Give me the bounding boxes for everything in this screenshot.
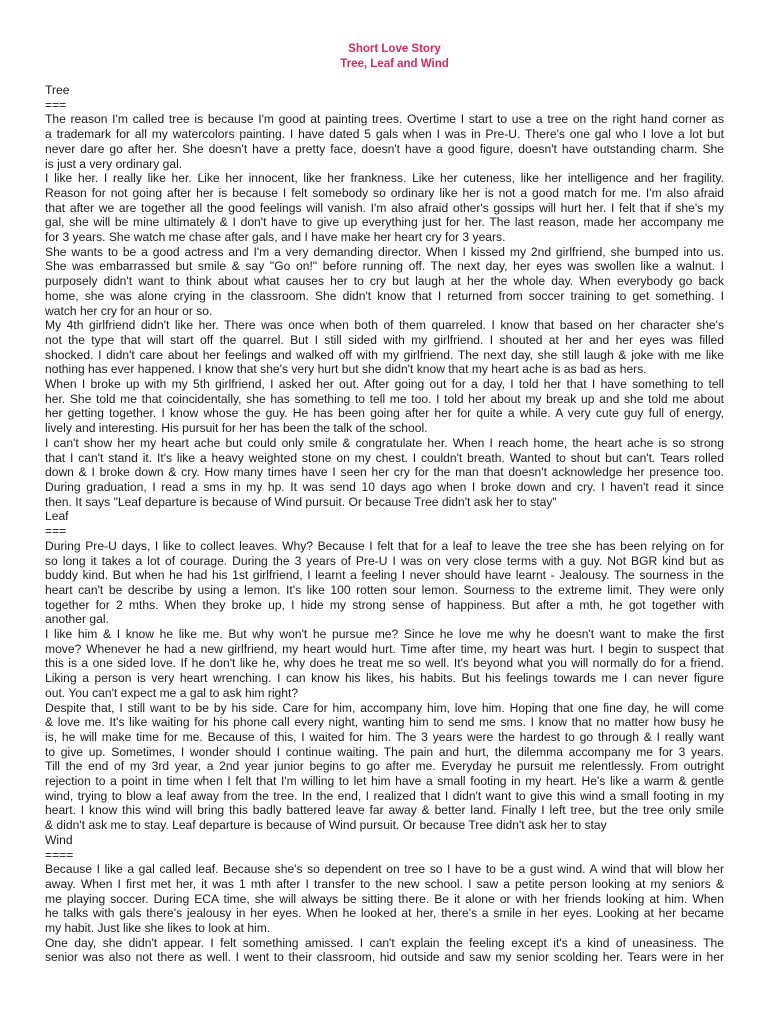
text-line: together for 2 mths. When they broke up, I hide my strong sense of happiness. But after a mth, he got together with	[45, 597, 724, 612]
text-line: then. It says "Leaf departure is because of Wind pursuit. Or because Tree didn't ask her to stay"	[45, 494, 557, 509]
text-line: buddy kind. But when he had his 1st girlfriend, I learnt a feeling I never should have learnt - Jealousy. The sourness in the	[45, 568, 724, 583]
text-line: heart. I know this wind will bring this badly battered leave far away & better land. Finally I left tree, but the tree only smile	[45, 803, 724, 818]
text-line: never dare go after her. She doesn't have a pretty face, doesn't have a good figure, doesn't have outstanding charm. She	[45, 141, 724, 156]
document-title: Short Love Story	[348, 43, 441, 55]
text-line: rejection to a point in time when I felt that I'm willing to let him have a small footing in my heart. He's like a warm & gentle	[45, 774, 724, 789]
text-line: lively and interesting. His pursuit for her has been the talk of the school.	[45, 421, 428, 436]
text-line: Leaf	[45, 509, 69, 524]
text-line: purposely didn't want to think about what causes her to cry but laugh at her the whole day. When everybody go back	[45, 274, 724, 289]
text-line: During Pre-U days, I like to collect leaves. Why? Because I felt that for a leaf to leave the tree she has been relying on for	[45, 538, 724, 553]
text-line: her getting together. I know whose the guy. He has been going after her for quite a while. A very cute guy full of energy,	[45, 406, 724, 421]
text-line: another gal.	[45, 612, 109, 627]
text-line: my habit. Just like she likes to look at him.	[45, 921, 271, 936]
text-line: that after we are together all the good feelings will vanish. I'm also afraid other's gossips will hurt her. I felt that if she's my	[45, 200, 724, 215]
text-line: ===	[45, 524, 67, 539]
text-line: & love me. It's like waiting for his phone call every night, wanting him to send me sms. I know that no matter how busy he	[45, 715, 724, 730]
text-line: is, he will make time for me. Because of this, I waited for him. The 3 years were the hardest to go through & I really want	[45, 729, 724, 744]
text-line: I can't show her my heart ache but could only smile & congratulate her. When I reach home, the heart ache is so strong	[45, 435, 724, 450]
text-line: not the type that will start off the quarrel. But I still sided with my girlfriend. I shouted at her and her eyes was filled	[45, 332, 724, 347]
text-line: is just a very ordinary gal.	[45, 156, 183, 171]
text-line: I like him & I know he like me. But why won't he pursue me? Since he love me why he doesn't want to make the first	[45, 627, 724, 642]
text-line: Because I like a gal called leaf. Because she's so dependent on tree so I have to be a gust wind. A wind that will blow her	[45, 862, 724, 877]
text-line: I like her. I really like her. Like her innocent, like her frankness. Like her cuteness, like her intelligence and her fragility.	[45, 171, 724, 186]
text-line: he talks with gals there's jealousy in her eyes. When he looked at her, there's a smile in her eyes. Looking at her became	[45, 906, 724, 921]
text-line: senior was also not there as well. I went to their classroom, hid outside and saw my senior scolding her. Tears were in her	[45, 950, 724, 965]
text-line: move? Whenever he had a new girlfriend, my heart would hurt. Time after time, my heart was hurt. I begin to suspect that	[45, 641, 724, 656]
story-body	[45, 83, 724, 965]
text-line: Liking a person is very heart wrenching. I can know his likes, his habits. But his feelings towards me I can never figure	[45, 671, 724, 686]
text-line: out. You can't expect me a gal to ask him right?	[45, 685, 299, 700]
text-line: this is a one sided love. If he don't like he, why does he treat me so well. It's beyond what you will normally do for a friend.	[45, 656, 724, 671]
text-line: Despite that, I still want to be by his side. Care for him, accompany him, love him. Hoping that one fine day, he will come	[45, 700, 724, 715]
text-line: & didn't ask me to stay. Leaf departure is because of Wind pursuit. Or because Tree didn't ask her to stay	[45, 818, 607, 833]
text-line: Till the end of my 3rd year, a 2nd year junior begins to go after me. Everyday he pursuit me relentlessly. From outright	[45, 759, 724, 774]
text-line: She wants to be a good actress and I'm a very demanding director. When I kissed my 2nd girlfriend, she bumped into us.	[45, 244, 724, 259]
title-block	[65, 42, 724, 71]
text-line: her. She told me that coincidentally, she has something to tell me too. I told her about my break up and she told me about	[45, 391, 724, 406]
text-line: gal, she will be mine ultimately & I don't have to give up everything just for her. The last reason, made her accompany me	[45, 215, 724, 230]
text-line: The reason I'm called tree is because I'm good at painting trees. Overtime I start to use a tree on the right hand corner as	[45, 112, 724, 127]
text-line: Reason for not going after her is because I felt somebody so ordinary like her is not a good match for me. I'm also afraid	[45, 185, 724, 200]
text-line: to give up. Sometimes, I wonder should I continue waiting. The pain and hurt, the dilemma accompany me for 3 years.	[45, 744, 724, 759]
text-line: When I broke up with my 5th girlfriend, I asked her out. After going out for a day, I told her that I have something to tell	[45, 377, 724, 392]
text-line: me playing soccer. During ECA time, she will always be sitting there. Be it alone or with her friends looking at him. When	[45, 891, 724, 906]
text-line: Wind	[45, 832, 73, 847]
text-line: My 4th girlfriend didn't like her. There was once when both of them quarreled. I know that based on her character she's	[45, 318, 724, 333]
text-line: One day, she didn't appear. I felt something amissed. I can't explain the feeling except it's a kind of uneasiness. The	[45, 935, 724, 950]
text-line: ====	[45, 847, 74, 862]
text-line: that I can't stand it. It's like a heavy weighted stone on my chest. I couldn't breath. Wanted to shout but can't. Tears rolled	[45, 450, 724, 465]
text-line: watch her cry for an hour or so.	[45, 303, 213, 318]
text-line: shocked. I didn't care about her feelings and walked off with my girlfriend. The next day, she still laugh & joke with me like	[45, 347, 724, 362]
text-line: wind, trying to blow a leaf away from the tree. In the end, I realized that I didn't want to give this wind a small footing in my	[45, 788, 724, 803]
text-line: so long it takes a lot of courage. During the 3 years of Pre-U I was on very close terms with a guy. Not BGR kind but as	[45, 553, 724, 568]
text-line: She was embarrassed but smile & say "Go on!" before running off. The next day, her eyes was swollen like a walnut. I	[45, 259, 724, 274]
text-line: down & I broke down & cry. How many times have I seen her cry for the man that doesn't acknowledge her presence too.	[45, 465, 724, 480]
document-subtitle: Tree, Leaf and Wind	[340, 57, 449, 70]
text-line: nothing has ever happened. I know that she's very hurt but she didn't know that my heart ache is as bad as hers.	[45, 362, 647, 377]
text-line: for 3 years. She watch me chase after gals, and I have make her heart cry for 3 years.	[45, 230, 506, 245]
text-line: During graduation, I read a sms in my hp. It was send 10 days ago when I broke down and cry. I haven't read it since	[45, 479, 724, 494]
text-line: away. When I first met her, it was 1 mth after I transfer to the new school. I saw a petite person looking at my seniors &	[45, 876, 724, 891]
text-line: ===	[45, 97, 67, 112]
text-line: heart can't be describe by using a lemon. It's like 100 rotten sour lemon. Sourness to the extreme limit. They were only	[45, 582, 724, 597]
text-line: Tree	[45, 83, 70, 97]
text-line: home, she was alone crying in the classroom. She didn't know that I returned from soccer training to get something. I	[45, 288, 724, 303]
text-line: a trademark for all my watercolors painting. I have dated 5 gals when I was in Pre-U. There's one gal who I love a lot but	[45, 127, 724, 142]
